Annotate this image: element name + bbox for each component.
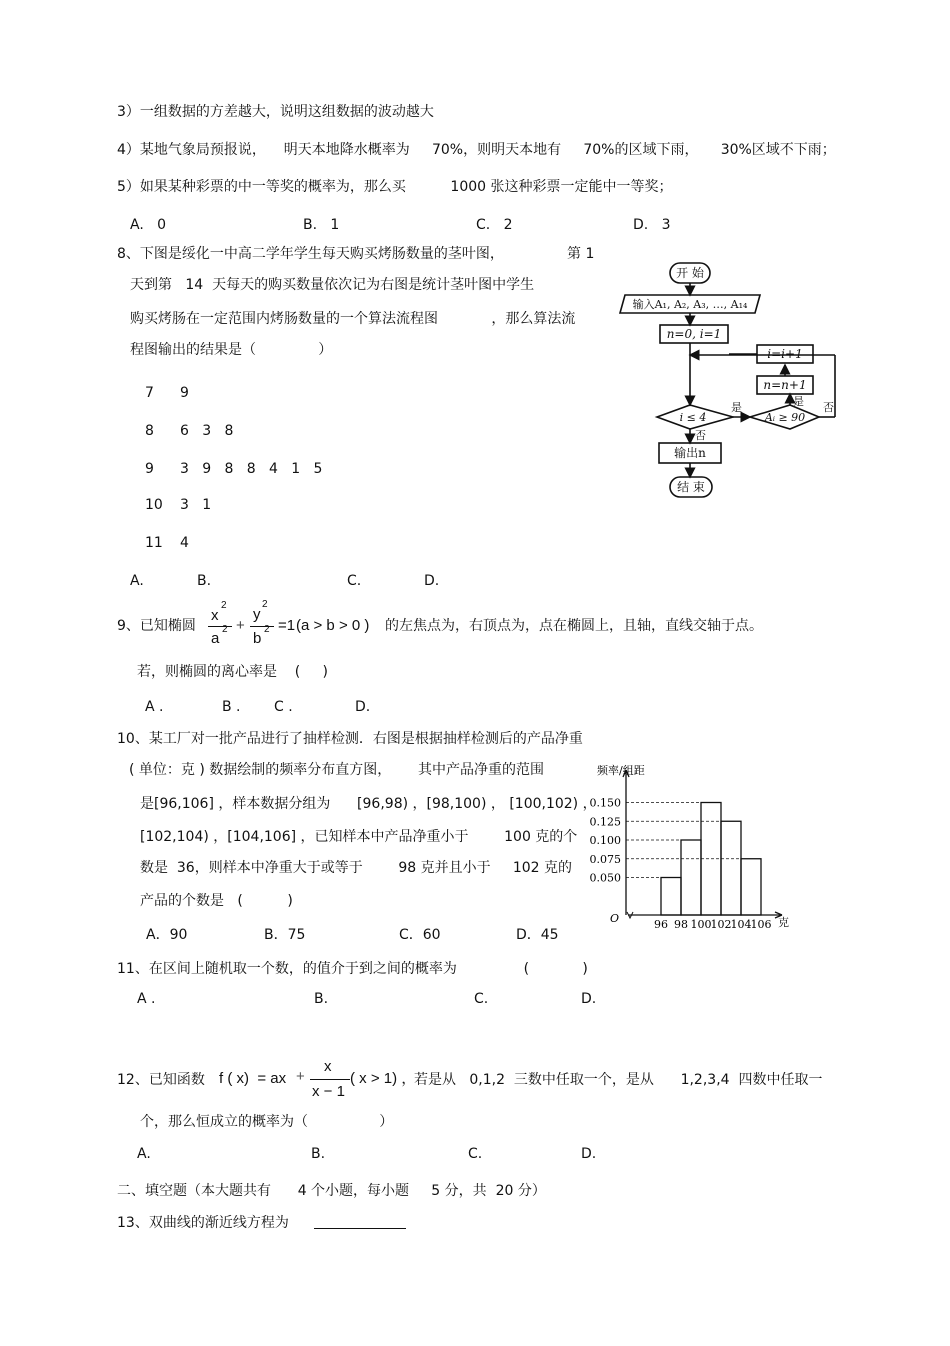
stem: 10 <box>145 497 163 513</box>
y-tick-label: 0.050 <box>590 871 621 885</box>
q10-line-5: 数是 36，则样本中净重大于或等于 98 克并且小于 102 克的 <box>140 860 573 876</box>
q13-answer-blank[interactable] <box>314 1228 406 1229</box>
x-tick-label: 100 <box>690 918 712 931</box>
q8-option-c: C. <box>347 573 362 589</box>
q10-option-c: C．60 <box>399 927 441 943</box>
frequency-histogram <box>590 760 795 932</box>
x-tick-label: 104 <box>730 918 752 931</box>
flow-init-label: n=0, i=1 <box>666 327 722 341</box>
q12-option-c: C. <box>468 1146 483 1162</box>
fraction-bar <box>208 626 232 627</box>
leaves: 3 9 8 8 4 1 5 <box>180 461 323 477</box>
q12-option-a: A. <box>137 1146 151 1162</box>
frac-denominator: x − 1 <box>312 1083 345 1100</box>
flow-output-label: 输出n <box>674 446 706 460</box>
q7-statement-3: 3）一组数据的方差越大，说明这组数据的波动越大 <box>117 104 434 120</box>
x-tick-label: 98 <box>674 918 688 931</box>
y-tick-label: 0.075 <box>590 852 621 866</box>
q10-option-a: A．90 <box>146 927 188 943</box>
q9-line-2: 若，则椭圆的离心率是 ( ) <box>137 664 328 680</box>
histogram-bar <box>741 859 761 915</box>
ellipse-condition: (a > b > 0 ) <box>296 617 370 634</box>
q9-option-b: B . <box>222 699 241 715</box>
flow-end-label: 结 束 <box>677 480 705 494</box>
q10-line-1: 10、某工厂对一批产品进行了抽样检测．右图是根据抽样检测后的产品净重 <box>117 731 583 747</box>
x-tick-label: 106 <box>750 918 772 931</box>
leaves: 4 <box>180 535 189 551</box>
q12-prefix: 12、已知函数 <box>117 1072 205 1088</box>
q9-option-c: C . <box>274 699 293 715</box>
exp: 2 <box>222 624 228 635</box>
fraction-bar <box>250 626 274 627</box>
histogram-bar <box>721 821 741 915</box>
flow-input-label: 输入A₁, A₂, A₃, …, A₁₄ <box>632 298 748 311</box>
stem: 9 <box>145 461 154 477</box>
algorithm-flowchart <box>607 255 842 500</box>
frac-b: b <box>253 630 262 647</box>
flow-no-label: 否 <box>695 429 706 442</box>
histogram-bar <box>681 840 701 915</box>
q11-option-d: D. <box>581 991 597 1007</box>
plus-sign: + <box>236 617 245 634</box>
q7-option-b: B. 1 <box>303 217 340 233</box>
q7-statement-4: 4）某地气象局预报说， 明天本地降水概率为 70%，则明天本地有 70%的区域下雨， 30%区域不下雨； <box>117 142 836 158</box>
x-tick-label: 102 <box>710 918 732 931</box>
q10-line-3: 是[96,106] ，样本数据分组为 [96,98) ，[98,100) ， [100,102) ， <box>140 796 597 812</box>
leaves: 6 3 8 <box>180 423 234 439</box>
flow-cond-i-label: i ≤ 4 <box>679 411 707 424</box>
histogram-bar <box>661 878 681 916</box>
stem: 7 <box>145 385 154 401</box>
exp: 2 <box>264 624 270 635</box>
leaves: 9 <box>180 385 189 401</box>
q10-option-d: D．45 <box>516 927 559 943</box>
leaves: 3 1 <box>180 497 212 513</box>
q8-line-1-tail: 第 1 <box>567 246 595 262</box>
q7-option-a: A. 0 <box>130 217 167 233</box>
q7-statement-5: 5）如果某种彩票的中一等奖的概率为，那么买 1000 张这种彩票一定能中一等奖； <box>117 179 673 195</box>
q7-option-d: D. 3 <box>633 217 671 233</box>
q9-option-a: A . <box>145 699 164 715</box>
x-tick-label: 96 <box>654 918 668 931</box>
q8-line-3: 购买烤肠在一定范围内烤肠数量的一个算法流程图 ，那么算法流 <box>130 311 576 327</box>
q9-option-d: D. <box>355 699 371 715</box>
q13-text: 13、双曲线的渐近线方程为 <box>117 1215 289 1231</box>
q9-suffix: 的左焦点为，右顶点为，点在椭圆上，且轴，直线交轴于点。 <box>385 618 763 634</box>
plus-sign: + <box>296 1068 305 1085</box>
q12-option-d: D. <box>581 1146 597 1162</box>
q8-line-4: 程图输出的结果是（ ） <box>130 342 333 358</box>
q11-line-1: 11、在区间上随机取一个数，的值介于到之间的概率为 ( ) <box>117 961 588 977</box>
origin-label: O <box>610 912 620 925</box>
exp: 2 <box>221 600 227 611</box>
func-condition: ( x > 1) ， <box>350 1070 417 1087</box>
y-axis-label: 频率/组距 <box>597 764 645 777</box>
flow-inc-n-label: n=n+1 <box>763 378 807 392</box>
y-tick-label: 0.125 <box>590 815 621 829</box>
stem: 11 <box>145 535 163 551</box>
y-tick-label: 0.100 <box>590 834 621 847</box>
flow-inc-i-label: i=i+1 <box>767 347 803 361</box>
q10-line-6: 产品的个数是 ( ) <box>140 893 293 909</box>
q10-line-2: ( 单位：克 ) 数据绘制的频率分布直方图， 其中产品净重的范围 <box>129 762 544 778</box>
q11-option-a: A . <box>137 991 156 1007</box>
q11-option-c: C. <box>474 991 489 1007</box>
q8-option-d: D. <box>424 573 440 589</box>
q7-option-c: C. 2 <box>476 217 513 233</box>
fraction-bar <box>310 1079 350 1080</box>
q10-option-b: B．75 <box>264 927 306 943</box>
stem: 8 <box>145 423 154 439</box>
func-lhs: f ( x) = ax <box>219 1070 287 1087</box>
equals-one: =1 <box>278 617 296 634</box>
frac-numerator: x <box>324 1058 332 1075</box>
flow-cond-a-label: Aᵢ ≥ 90 <box>764 411 806 424</box>
exp: 2 <box>262 599 268 610</box>
flow-yes-label: 是 <box>731 401 742 414</box>
q8-line-1: 8、下图是绥化一中高二学年学生每天购买烤肠数量的茎叶图， <box>117 246 504 262</box>
frac-y: y <box>253 606 261 623</box>
q12-option-b: B. <box>311 1146 326 1162</box>
q12-line-2: 个，那么恒成立的概率为（ ） <box>140 1114 394 1130</box>
q8-line-2: 天到第 14 天每天的购买数量依次记为右图是统计茎叶图中学生 <box>130 277 535 293</box>
y-tick-label: 0.150 <box>590 796 621 810</box>
frac-a: a <box>211 630 220 647</box>
q12-suffix: 若是从 0,1,2 三数中任取一个，是从 1,2,3,4 四数中任取一 <box>414 1072 823 1088</box>
flow-no-label: 否 <box>823 401 834 414</box>
flow-start-label: 开 始 <box>676 266 704 280</box>
q8-option-b: B. <box>197 573 212 589</box>
section-2-heading: 二、填空题（本大题共有 4 个小题，每小题 5 分，共 20 分） <box>117 1183 546 1199</box>
q10-line-4: [102,104) ，[104,106] ，已知样本中产品净重小于 100 克的个 <box>140 829 578 845</box>
frac-x: x <box>211 607 219 624</box>
flow-yes-label: 是 <box>793 395 804 408</box>
q11-option-b: B. <box>314 991 329 1007</box>
q9-prefix: 9、已知椭圆 <box>117 618 196 634</box>
x-axis-label: 克 <box>778 916 789 929</box>
q8-option-a: A. <box>130 573 144 589</box>
